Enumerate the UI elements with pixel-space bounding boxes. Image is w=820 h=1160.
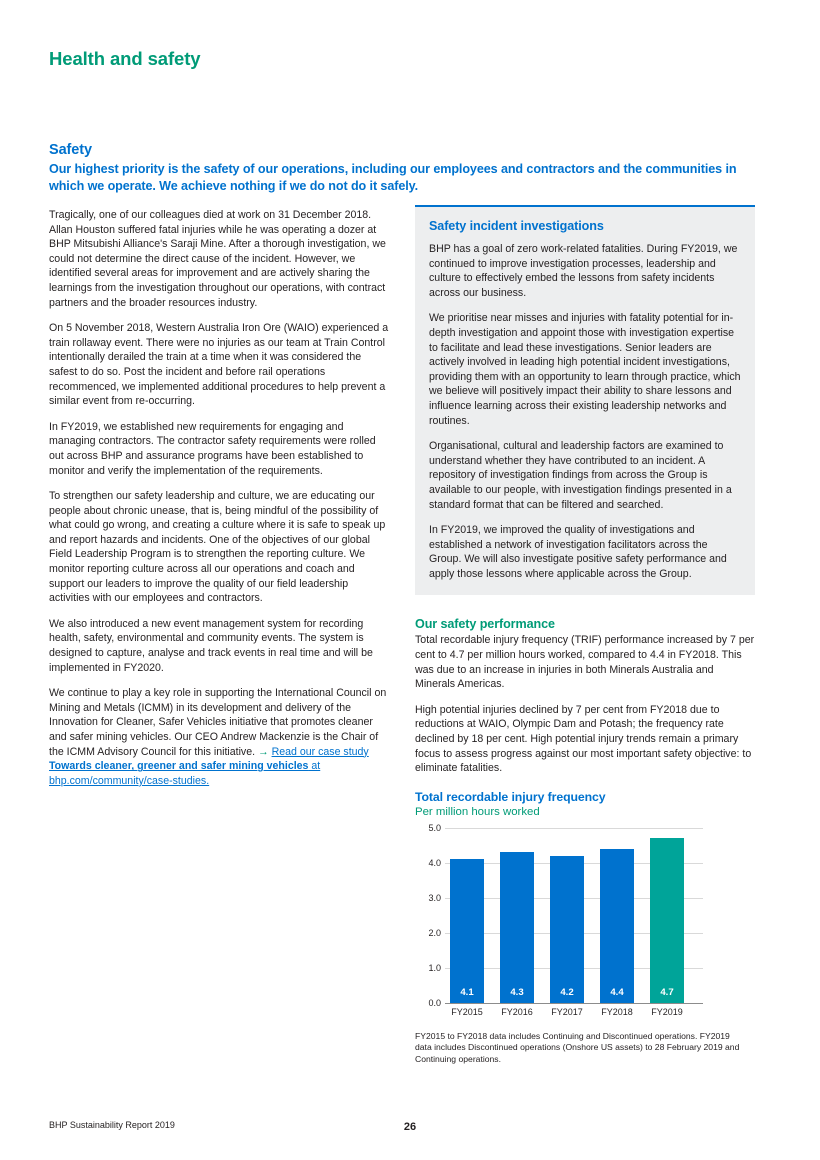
y-tick-label: 2.0 <box>428 927 441 938</box>
bar-fy2018 <box>600 849 634 1003</box>
bar-fy2015 <box>450 859 484 1003</box>
y-tick-label: 0.0 <box>428 997 441 1008</box>
chart-bars <box>445 828 703 1003</box>
bar-value-label: 4.4 <box>610 986 624 998</box>
paragraph: In FY2019, we improved the quality of investigations and established a network of investigation facilitators across the Group. We will also investigate positive safety performance and apply those lessons where applicable across the Group. <box>429 524 727 580</box>
bar-fy2017 <box>550 856 584 1003</box>
paragraph: In FY2019, we established new requirements for engaging and managing contractors. The contractor safety requirements were rolled out across BHP and assurance programs have been established to monitor and verify the implementation of the requirements. <box>49 420 376 477</box>
paragraph: On 5 November 2018, Western Australia Iron Ore (WAIO) experienced a train rollaway event. There were no injuries as our team at Train Control intentionally derailed the train at a time when it was considered the safest to do so. Post the incident and before rail operations recommenced, we implemented additional procedures to help prevent a similar event from re-occurring. <box>49 322 389 408</box>
section-standfirst: Our highest priority is the safety of our operations, including our employees and contractors and the communities in which we operate. We achieve nothing if we do not do it safely. <box>49 162 737 193</box>
x-axis-line <box>445 1003 703 1004</box>
performance-heading: Our safety performance <box>415 617 555 632</box>
paragraph: We prioritise near misses and injuries with fatality potential for in-depth investigation and appoint those with investigation expertise to facilitate and lead these investigations. Senior leaders are actively involved in leading high potential incident investigations, providing them with an opportunity to learn through practice, which we believe will positively impact their ability to share lessons and influence learning across their existing leadership networks and routines. <box>429 312 741 427</box>
paragraph: We also introduced a new event management system for recording health, safety, environmental and community events. The system is designed to capture, analyse and track events in real time and will be implemented in FY2020. <box>49 617 373 674</box>
case-study-link-suffix: at bhp.com/community/case-studies. <box>49 760 321 787</box>
chart-title: Total recordable injury frequency <box>415 789 606 804</box>
y-tick-label: 1.0 <box>428 962 441 973</box>
bar-fy2019 <box>650 838 684 1003</box>
paragraph-lead-text: We continue to play a key role in supporting the International Council on Mining and Metals (ICMM) in its development and delivery of the Innovation for Cleaner, Safer Vehicles initiative that promotes cleaner and safer mining vehicles. Our CEO Andrew Mackenzie is the Chair of the ICMM Advisory Council for this initiative. <box>49 687 387 758</box>
bar-value-label: 4.1 <box>460 986 474 998</box>
paragraph: BHP has a goal of zero work-related fatalities. During FY2019, we continued to improve investigation processes, leadership and culture to effectively embed the lessons from safety incidents across our business. <box>429 243 738 299</box>
bar-value-label: 4.2 <box>560 986 574 998</box>
paragraph: High potential injuries declined by 7 per cent from FY2018 due to reductions at WAIO, Olympic Dam and Potash; the frequency rate declined by 18 per cent. High potential injury trends remain a primary focus to assess progress against our most important safety objective: to eliminate fatalities. <box>415 703 752 775</box>
x-tick-label: FY2016 <box>501 1006 533 1017</box>
paragraph: Organisational, cultural and leadership factors are examined to understand whether they have contributed to an incident. A repository of investigation findings from across the Group is available to our people, with investigation findings presented in a standard format that can be filtered and searched. <box>429 440 732 511</box>
safety-incident-investigations-panel <box>415 205 755 595</box>
x-tick-label: FY2017 <box>551 1006 583 1017</box>
paragraph: Total recordable injury frequency (TRIF) performance increased by 7 per cent to 4.7 per million hours worked, compared to 4.4 in FY2018. This was due to an increase in injuries in both Minerals Australia and Minerals Americas. <box>415 634 755 691</box>
x-tick-label: FY2015 <box>451 1006 483 1017</box>
page-title: Health and safety <box>49 48 201 69</box>
y-tick-label: 4.0 <box>428 857 441 868</box>
bar-fy2016 <box>500 852 534 1003</box>
paragraph-with-case-study-link <box>49 686 389 788</box>
bar-value-label: 4.7 <box>660 986 674 998</box>
page-number: 26 <box>403 1121 417 1133</box>
y-axis <box>415 822 441 1008</box>
section-title: Safety <box>49 142 92 158</box>
bar-value-label: 4.3 <box>510 986 524 998</box>
y-tick-label: 3.0 <box>428 892 441 903</box>
left-column <box>49 208 389 799</box>
trif-bar-chart <box>415 822 755 1023</box>
right-column <box>415 205 755 1065</box>
performance-body <box>415 633 755 775</box>
paragraph: To strengthen our safety leadership and culture, we are educating our people about chronic unease, that is, being mindful of the possibility of what could go wrong, and creating a culture where it is safe to speak up and report hazards and incidents. One of the objectives of our global Field Leadership Program is to strengthen the reporting culture. We monitor reporting culture across all our operations and coach and support our leaders to improve the quality of our field leadership activities with our employees and contractors. <box>49 490 386 605</box>
x-tick-label: FY2019 <box>651 1006 683 1017</box>
case-study-link-title: Towards cleaner, greener and safer mining vehicles <box>49 760 309 773</box>
footer-source: BHP Sustainability Report 2019 <box>49 1120 175 1130</box>
case-study-link-prefix: Read our case study <box>271 745 369 758</box>
y-tick-label: 5.0 <box>428 822 441 833</box>
x-axis <box>445 1007 703 1021</box>
paragraph: Tragically, one of our colleagues died at work on 31 December 2018. Allan Houston suffered fatal injuries while he was operating a dozer at BHP Mitsubishi Alliance's Saraji Mine. After a thorough investigation, we could not determine the direct cause of the incident. However, we identified several areas for improvement and are actively sharing the learnings from the investigation throughout our operations, with contract partners and the broader resources industry. <box>49 209 386 309</box>
chart-subtitle: Per million hours worked <box>415 805 540 818</box>
arrow-right-icon: → <box>258 745 269 758</box>
chart-footnote: FY2015 to FY2018 data includes Continuing and Discontinued operations. FY2019 data includes Discontinued operations (Onshore US assets) to 28 February 2019 and Continuing operations. <box>415 1030 740 1064</box>
x-tick-label: FY2018 <box>601 1006 633 1017</box>
panel-title: Safety incident investigations <box>429 219 604 233</box>
